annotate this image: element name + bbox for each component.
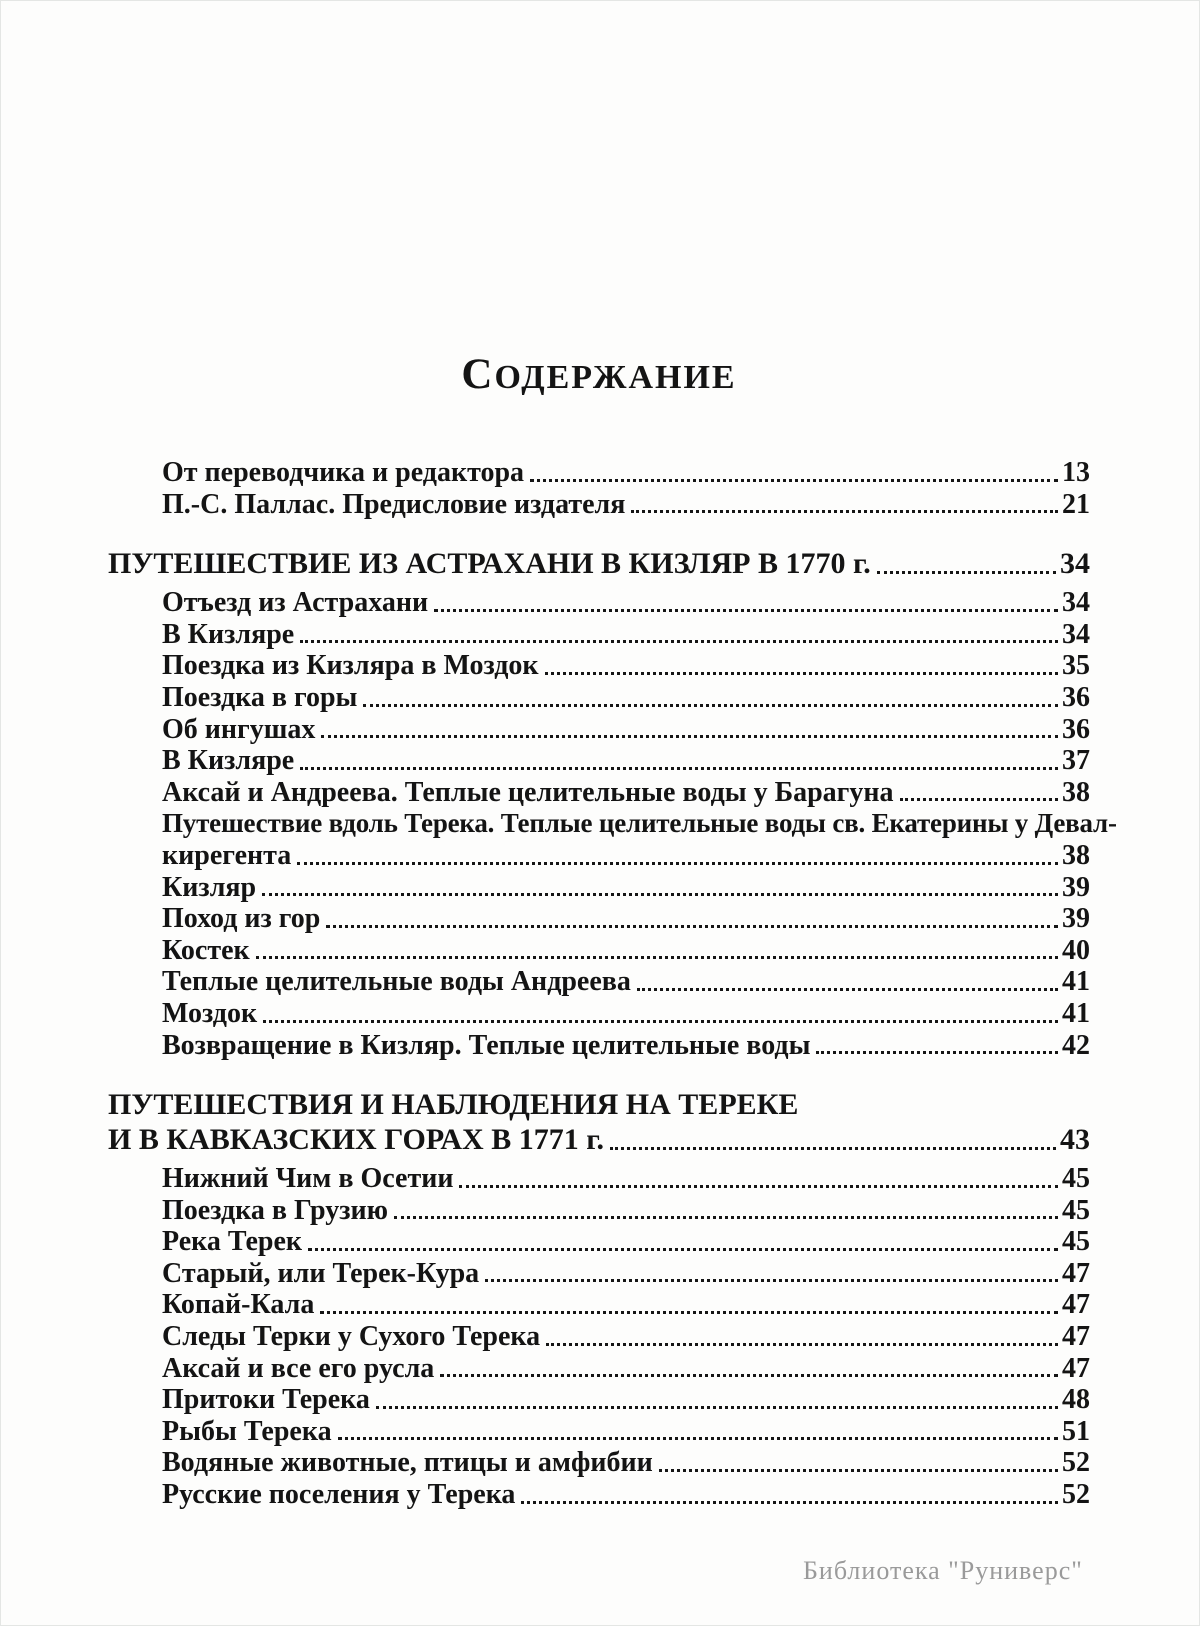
- leader-dots: [363, 704, 1058, 707]
- leader-dots: [631, 510, 1058, 513]
- toc-entry-page-number: 41: [1062, 997, 1090, 1029]
- toc-entry-page-number: 45: [1062, 1163, 1090, 1195]
- toc-entry-label: Копай-Кала: [162, 1289, 315, 1321]
- toc-entry: [108, 840, 1090, 872]
- section-heading: [108, 1087, 1090, 1157]
- leader-dots: [300, 640, 1058, 643]
- toc-entry-page-number: 34: [1062, 618, 1090, 650]
- toc-entry: [108, 1195, 1090, 1227]
- toc-entry-page-number: 35: [1062, 650, 1090, 682]
- toc-entry: [108, 619, 1090, 651]
- leader-dots: [320, 1311, 1058, 1314]
- section-heading-row: [108, 1087, 1090, 1122]
- toc-item-list: [108, 1163, 1090, 1511]
- toc-entry-page-number: 47: [1062, 1257, 1090, 1289]
- leader-dots: [326, 925, 1058, 928]
- toc-entry-label: Следы Терки у Сухого Терека: [162, 1321, 541, 1353]
- toc-entry-page-number: 45: [1062, 1194, 1090, 1226]
- leader-dots: [262, 893, 1058, 896]
- toc-entry-label: Путешествие вдоль Терека. Теплые целительные воды св. Екатерины у Девал-: [162, 808, 1117, 839]
- leader-dots: [545, 672, 1058, 675]
- toc-entry-page-number: 48: [1062, 1384, 1090, 1416]
- leader-dots: [256, 956, 1058, 959]
- toc-entry-label: Костек: [162, 934, 250, 966]
- toc-entry-label: Поездка из Кизляра в Моздок: [162, 650, 539, 682]
- toc-entry-label: Старый, или Терек-Кура: [162, 1257, 480, 1289]
- toc-entry-label: Моздок: [162, 997, 258, 1029]
- toc-entry: [108, 903, 1090, 935]
- section-heading-row-with-page: [108, 1122, 1090, 1157]
- section-heading-text: ПУТЕШЕСТВИЯ И НАБЛЮДЕНИЯ НА ТЕРЕКЕ: [108, 1088, 799, 1122]
- toc-entry: [108, 1384, 1090, 1416]
- toc-entry-label: Аксай и все его русла: [162, 1352, 435, 1384]
- toc-entry-page-number: 34: [1062, 587, 1090, 619]
- toc-section: [108, 457, 1090, 520]
- toc-content: [108, 0, 1117, 1511]
- leader-dots: [459, 1185, 1058, 1188]
- toc-entry-page-number: 45: [1062, 1226, 1090, 1258]
- leader-dots: [485, 1279, 1058, 1282]
- toc-entry: [108, 587, 1090, 619]
- leader-dots: [338, 1437, 1058, 1440]
- leader-dots: [816, 1051, 1058, 1054]
- leader-dots: [877, 571, 1056, 574]
- page-title: СОДЕРЖАНИЕ: [461, 351, 737, 398]
- toc-entry: [108, 1321, 1090, 1353]
- leader-dots: [610, 1147, 1056, 1150]
- toc-entry-label: Поездка в горы: [162, 681, 358, 713]
- toc-entry-label: Русские поселения у Терека: [162, 1479, 516, 1511]
- leader-dots: [394, 1216, 1058, 1219]
- leader-dots: [376, 1406, 1058, 1409]
- toc-entry: [108, 457, 1090, 489]
- leader-dots: [521, 1501, 1058, 1504]
- toc-entry: [108, 998, 1090, 1030]
- toc-entry: [108, 650, 1090, 682]
- section-heading-text: И В КАВКАЗСКИХ ГОРАХ В 1771 г.: [108, 1123, 604, 1157]
- leader-dots: [321, 735, 1058, 738]
- leader-dots: [434, 609, 1058, 612]
- toc-entry-page-number: 37: [1062, 745, 1090, 777]
- toc-entry-label: В Кизляре: [162, 618, 295, 650]
- toc-entry-page-number: 36: [1062, 681, 1090, 713]
- leader-dots: [308, 1248, 1058, 1251]
- toc-entry: [108, 489, 1090, 521]
- toc-entry-label: Отъезд из Астрахани: [162, 587, 429, 619]
- toc-entry-label: Кизляр: [162, 871, 257, 903]
- toc-item-list: [108, 457, 1090, 520]
- leader-dots: [297, 862, 1058, 865]
- section-heading: [108, 546, 1090, 581]
- toc-entry: [108, 745, 1090, 777]
- toc-entry-page-number: 13: [1062, 457, 1090, 488]
- toc-entry: [108, 777, 1090, 809]
- toc-entry-label: Нижний Чим в Осетии: [162, 1163, 454, 1195]
- toc-entry-label: Водяные животные, птицы и амфибии: [162, 1447, 653, 1479]
- leader-dots: [546, 1343, 1058, 1346]
- toc-entry: [108, 682, 1090, 714]
- toc-entry-page-number: 21: [1062, 488, 1090, 520]
- toc-entry-label: В Кизляре: [162, 745, 295, 777]
- toc-entry-label: Теплые целительные воды Андреева: [162, 966, 631, 998]
- leader-dots: [659, 1469, 1058, 1472]
- toc-entry: [108, 1030, 1090, 1062]
- toc-entry-label: кирегента: [162, 839, 292, 871]
- toc-entry: [108, 1447, 1090, 1479]
- toc-entry-label: Рыбы Терека: [162, 1415, 332, 1447]
- leader-dots: [530, 479, 1058, 482]
- toc-section: [108, 546, 1117, 1061]
- toc-entry-page-number: 36: [1062, 713, 1090, 745]
- toc-entry: [108, 966, 1090, 998]
- toc-entry: [108, 1258, 1090, 1290]
- toc-entry: [108, 1226, 1090, 1258]
- toc-entry-page-number: 47: [1062, 1289, 1090, 1321]
- toc-entry-page-number: 47: [1062, 1321, 1090, 1353]
- toc-entry-page-number: 39: [1062, 903, 1090, 935]
- leader-dots: [300, 767, 1058, 770]
- toc-entry-page-number: 52: [1062, 1447, 1090, 1479]
- leader-dots: [637, 988, 1058, 991]
- section-heading-row-with-page: [108, 546, 1090, 581]
- toc-entry-label: Об ингушах: [162, 713, 316, 745]
- toc-section: [108, 1087, 1090, 1511]
- toc-entry-label: От переводчика и редактора: [162, 457, 525, 488]
- toc-entry-page-number: 39: [1062, 871, 1090, 903]
- toc-entry-label: П.-С. Паллас. Предисловие издателя: [162, 488, 626, 520]
- toc: [108, 457, 1117, 1511]
- toc-entry: [108, 935, 1090, 967]
- toc-entry: [108, 1289, 1090, 1321]
- section-page-number: 43: [1060, 1123, 1090, 1157]
- toc-item-list: [108, 587, 1117, 1061]
- toc-entry-page-number: 52: [1062, 1479, 1090, 1511]
- leader-dots: [440, 1374, 1058, 1377]
- toc-entry-page-number: 47: [1062, 1352, 1090, 1384]
- toc-entry: [108, 872, 1090, 904]
- watermark: Библиотека "Руниверс": [803, 1556, 1083, 1585]
- toc-entry-first-line: [108, 808, 1117, 840]
- toc-entry-page-number: 41: [1062, 966, 1090, 998]
- section-page-number: 34: [1060, 547, 1090, 581]
- toc-entry: [108, 1479, 1090, 1511]
- toc-entry-label: Притоки Терека: [162, 1384, 370, 1416]
- toc-entry-page-number: 38: [1062, 839, 1090, 871]
- toc-entry-label: Река Терек: [162, 1226, 303, 1258]
- section-heading-text: ПУТЕШЕСТВИЕ ИЗ АСТРАХАНИ В КИЗЛЯР В 1770 г.: [108, 547, 871, 581]
- toc-entry-page-number: 40: [1062, 934, 1090, 966]
- toc-entry-label: Поездка в Грузию: [162, 1194, 388, 1226]
- toc-entry-label: Поход из гор: [162, 903, 321, 935]
- toc-entry: [108, 1163, 1090, 1195]
- toc-entry-label: Возвращение в Кизляр. Теплые целительные воды: [162, 1029, 811, 1061]
- toc-entry-page-number: 42: [1062, 1029, 1090, 1061]
- toc-entry-page-number: 38: [1062, 776, 1090, 808]
- toc-entry-label: Аксай и Андреева. Теплые целительные воды у Барагуна: [162, 776, 894, 808]
- toc-entry-page-number: 51: [1062, 1415, 1090, 1447]
- toc-entry: [108, 1416, 1090, 1448]
- toc-entry: [108, 1353, 1090, 1385]
- toc-entry: [108, 714, 1090, 746]
- leader-dots: [263, 1020, 1058, 1023]
- leader-dots: [900, 798, 1058, 801]
